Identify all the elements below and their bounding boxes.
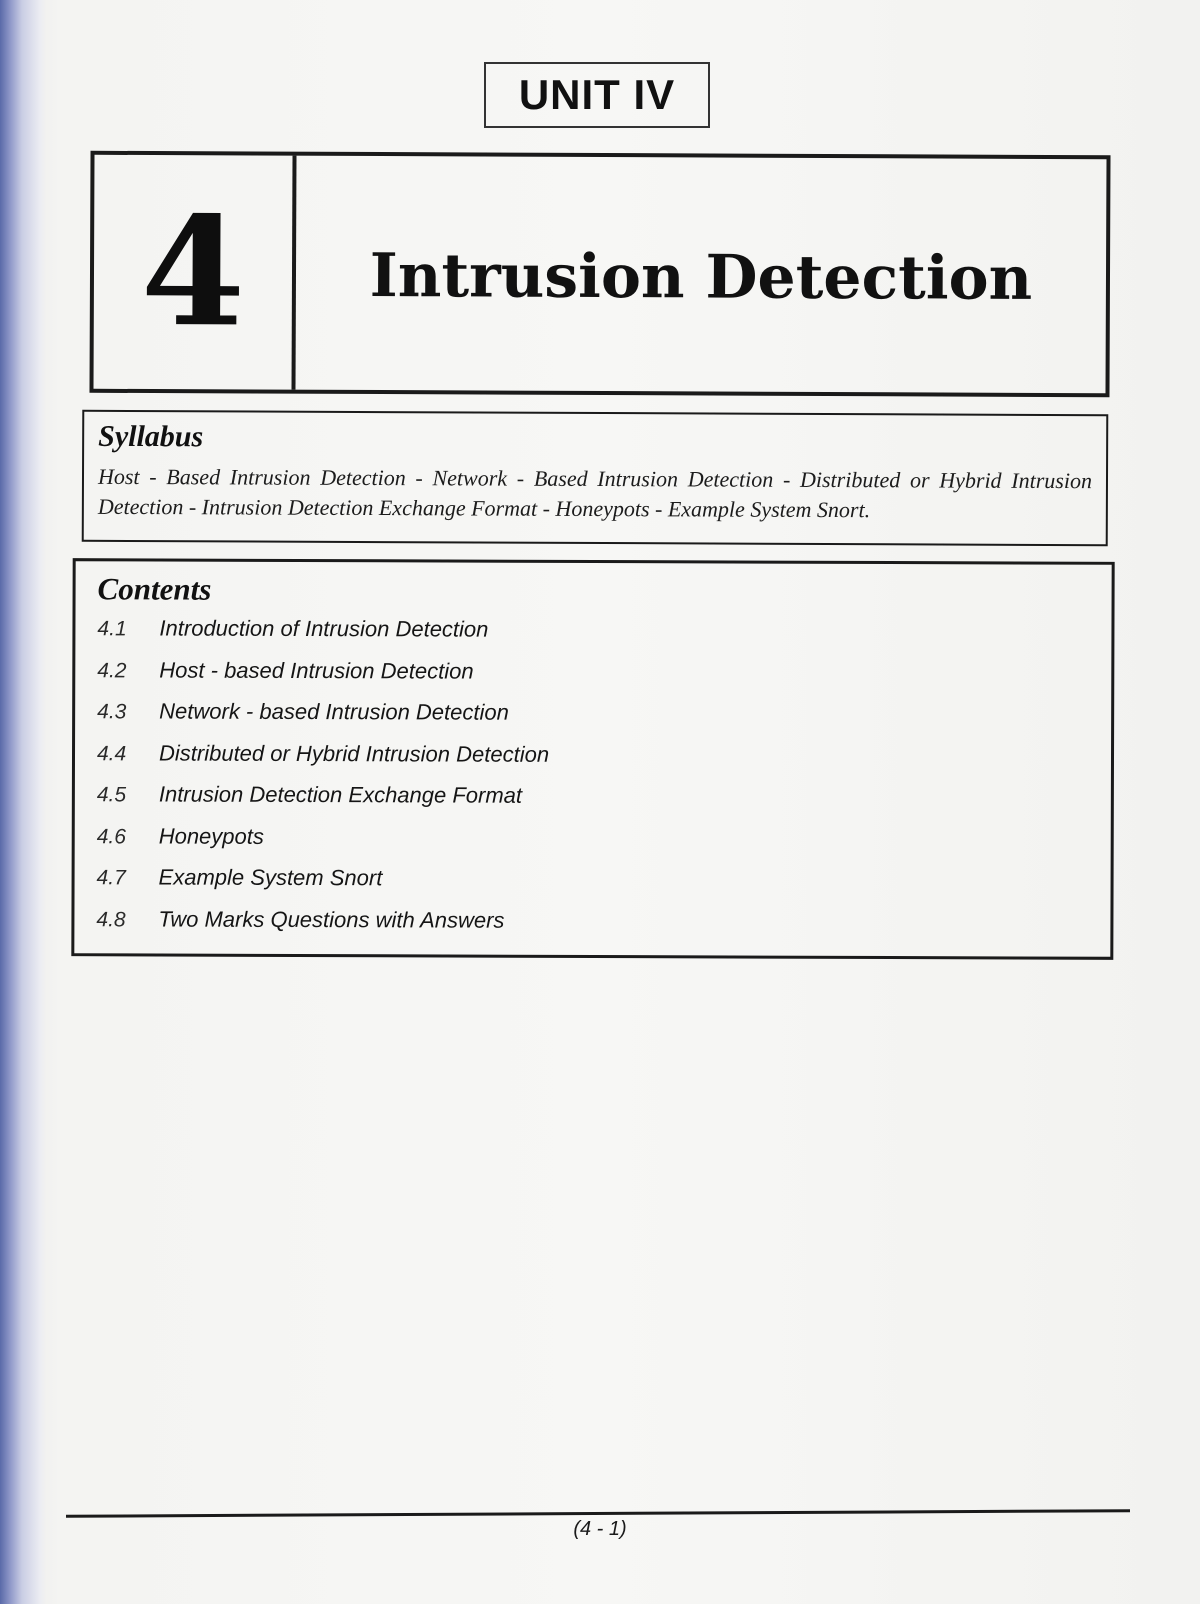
contents-heading: Contents: [97, 571, 212, 607]
toc-title: Honeypots: [158, 822, 264, 849]
toc-number: 4.5: [96, 783, 127, 807]
toc-number: 4.6: [96, 824, 126, 848]
toc-number: 4.7: [96, 866, 126, 890]
page-number: (4 - 1): [573, 1518, 627, 1540]
chapter-number: 4: [93, 155, 296, 390]
toc-title: Host - based Intrusion Detection: [159, 656, 474, 684]
toc-item: [93, 823, 1093, 868]
toc-title: Example System Snort: [158, 864, 383, 891]
toc-item: [93, 657, 1093, 702]
toc-title: Distributed or Hybrid Intrusion Detection: [158, 739, 550, 767]
syllabus-heading: Syllabus: [98, 419, 204, 454]
toc-item: [92, 864, 1092, 909]
toc-item: [93, 698, 1093, 743]
toc-title: Introduction of Intrusion Detection: [159, 615, 489, 642]
book-spine-shadow: [0, 0, 46, 1604]
chapter-title: Intrusion Detection: [369, 240, 1033, 314]
toc-title: Two Marks Questions with Answers: [158, 905, 505, 933]
syllabus-section: [82, 410, 1109, 546]
toc-title: Intrusion Detection Exchange Format: [158, 781, 523, 808]
toc-number: 4.2: [97, 658, 127, 682]
toc-number: 4.3: [97, 700, 127, 724]
toc-item: [93, 781, 1093, 826]
toc-number: 4.1: [97, 617, 127, 641]
syllabus-text: Host - Based Intrusion Detection - Network - Based Intrusion Detection - Distributed or Hybrid Intrusion Detection - Intrusion Detection Exchange Format - Honeypots - Example System Snort.: [97, 463, 1093, 523]
contents-section: [71, 558, 1114, 960]
toc-item: [93, 615, 1093, 660]
toc-item: [92, 906, 1092, 951]
chapter-header: [89, 151, 1110, 397]
toc-title: Network - based Intrusion Detection: [159, 698, 509, 725]
unit-label: UNIT IV: [484, 62, 710, 128]
toc-number: 4.8: [96, 907, 126, 931]
toc-item: [93, 740, 1093, 785]
toc-number: 4.4: [96, 741, 127, 765]
footer-rule: [66, 1509, 1130, 1518]
